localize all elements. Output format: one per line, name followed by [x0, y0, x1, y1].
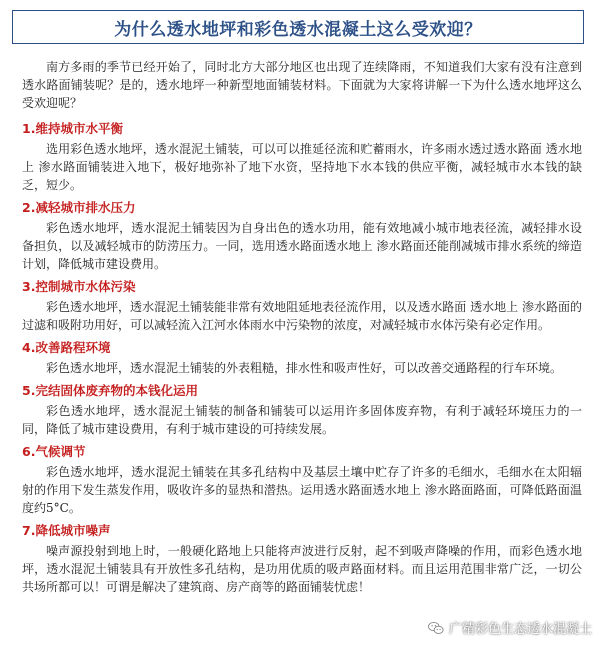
section-heading: 1.维持城市水平衡 — [22, 121, 123, 136]
section-heading: 2.减轻城市排水压力 — [22, 200, 136, 215]
wechat-icon — [427, 619, 445, 637]
section — [22, 339, 582, 377]
section-heading: 6.气候调节 — [22, 444, 86, 459]
page-title: 为什么透水地坪和彩色透水混凝土这么受欢迎？ — [114, 19, 482, 40]
section-heading: 7.降低城市噪声 — [22, 523, 111, 538]
article-body — [22, 58, 582, 596]
section-body: 彩色透水地坪，透水混泥土铺装在其多孔结构中及基层土壤中贮存了许多的毛细水，毛细水在太阳辐射的作用下发生蒸发作用，吸收许多的显热和潜热。运用透水路面透水地上 渗水路面路面，可降低路面温度约5°C。 — [22, 465, 582, 515]
watermark-text: 广精彩色生态透水混凝土 — [448, 622, 592, 637]
section — [22, 278, 582, 334]
watermark — [427, 618, 592, 637]
section-body: 噪声源投射到地上时，一般硬化路地上只能将声波进行反射，起不到吸声降噪的作用，而彩色透水地坪，透水混泥土铺装具有开放性多孔结构，是功用优质的吸声路面材料。而且运用范围非常广泛，一切公共场所都可以！可谓是解决了建筑商、房产商等的路面铺装忧虑！ — [22, 544, 582, 594]
section — [22, 199, 582, 273]
section — [22, 522, 582, 596]
section — [22, 382, 582, 438]
section-body: 彩色透水地坪，透水混泥土铺装能非常有效地阻延地表径流作用，以及透水路面 透水地上 渗水路面的过滤和吸附功用好，可以减轻流入江河水体雨水中污染物的浓度，对减轻城市水体污染有必定作用。 — [22, 300, 582, 332]
section-body: 彩色透水地坪，透水混泥土铺装因为自身出色的透水功用，能有效地减小城市地表径流，减轻排水设备担负，以及减轻城市的防涝压力。一同，选用透水路面透水地上 渗水路面还能削减城市排水系统的缔造计划，降低城市建设费用。 — [22, 221, 582, 271]
section — [22, 443, 582, 517]
title-frame — [12, 10, 584, 44]
section — [22, 120, 582, 194]
section-body: 选用彩色透水地坪，透水混泥土铺装，可以可以推延径流和贮蓄雨水，许多雨水透过透水路面 透水地上 渗水路面铺装进入地下，极好地弥补了地下水资，坚持地下水本钱的供应平衡，减轻城市水本钱的缺乏，短少。 — [22, 142, 582, 192]
section-body: 彩色透水地坪，透水混泥土铺装的外表粗糙，排水性和吸声性好，可以改善交通路程的行车环境。 — [46, 361, 563, 375]
section-body: 彩色透水地坪，透水混泥土铺装的制备和铺装可以运用许多固体废弃物，有利于减轻环境压力的一同，降低了城市建设费用，有利于城市建设的可持续发展。 — [22, 404, 582, 436]
section-heading: 3.控制城市水体污染 — [22, 279, 136, 294]
section-heading: 5.完结固体废弃物的本钱化运用 — [22, 383, 198, 398]
intro-paragraph: 南方多雨的季节已经开始了，同时北方大部分地区也出现了连续降雨，不知道我们大家有没有注意到透水路面铺装呢？是的，透水地坪一种新型地面铺装材料。下面就为大家将讲解一下为什么透水地坪这么受欢迎呢？ — [22, 60, 582, 110]
section-heading: 4.改善路程环境 — [22, 340, 111, 355]
